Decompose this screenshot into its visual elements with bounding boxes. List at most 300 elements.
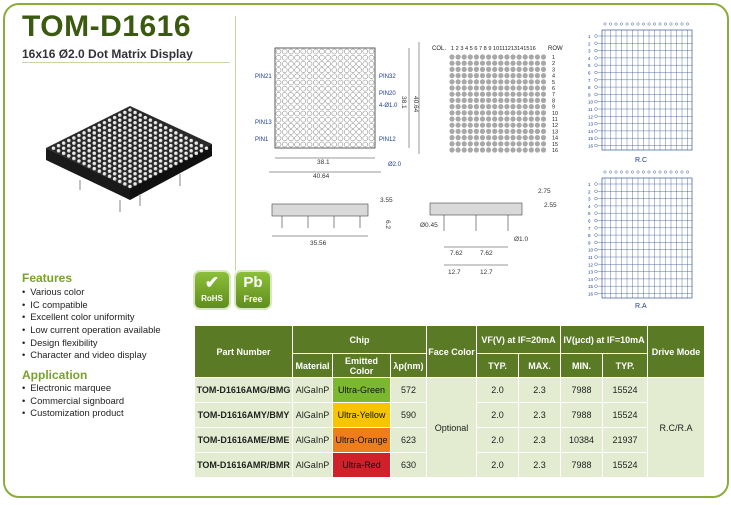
grid-dot	[523, 104, 528, 109]
schematic-col-pin	[620, 23, 622, 25]
grid-dot	[498, 92, 503, 97]
led-dot	[138, 134, 142, 138]
front-dot	[295, 55, 300, 60]
led-dot	[98, 149, 102, 153]
schematic-col-pin	[615, 171, 617, 173]
feature-item: • IC compatible	[22, 299, 161, 312]
front-dot	[326, 142, 331, 147]
grid-dot	[462, 104, 467, 109]
led-dot	[108, 118, 112, 122]
schematic-row-number: 16	[588, 143, 594, 149]
table-row	[195, 378, 705, 403]
lambda-cell: 630	[391, 453, 427, 478]
schematic-row-number: 8	[588, 233, 591, 239]
led-dot	[98, 124, 102, 128]
front-dot	[350, 86, 355, 91]
feature-item: • Excellent color uniformity	[22, 311, 161, 324]
drive-mode-cell: R.C/R.A	[648, 378, 705, 478]
front-dot	[332, 136, 337, 141]
front-dot	[313, 92, 318, 97]
grid-dot	[510, 79, 515, 84]
row-number: 1	[552, 55, 556, 61]
grid-dot	[474, 123, 479, 128]
dim-side-h2: 6.2	[384, 220, 391, 230]
feature-item: • Various color	[22, 286, 161, 299]
front-dot	[288, 74, 293, 79]
grid-dot	[523, 79, 528, 84]
led-dot	[133, 116, 137, 120]
grid-dot	[523, 123, 528, 128]
lambda-cell: 590	[391, 403, 427, 428]
led-dot	[154, 167, 158, 171]
front-dot	[357, 92, 362, 97]
front-dot	[319, 55, 324, 60]
led-dot	[144, 136, 148, 140]
material-cell: AlGaInP	[293, 403, 333, 428]
grid-dot	[504, 141, 509, 146]
face-color-cell: Optional	[427, 378, 477, 478]
material-cell: AlGaInP	[293, 453, 333, 478]
schematic-row-pin	[595, 71, 598, 74]
schematic-row-pin	[595, 285, 598, 288]
schematic-col-pin	[604, 171, 606, 173]
schematic-row-number: 2	[588, 189, 591, 195]
grid-dot	[492, 110, 497, 115]
led-dot	[159, 124, 163, 128]
led-dot	[108, 149, 112, 153]
grid-dot	[535, 92, 540, 97]
front-dot	[332, 80, 337, 85]
front-dot	[326, 123, 331, 128]
front-dot	[344, 55, 349, 60]
grid-dot	[486, 116, 491, 121]
front-dot	[326, 99, 331, 104]
numbered-dots	[449, 54, 546, 152]
grid-dot	[492, 104, 497, 109]
front-dot	[338, 142, 343, 147]
grid-dot	[498, 54, 503, 59]
schematic-row-pin	[595, 122, 598, 125]
front-dot	[282, 142, 287, 147]
front-dot	[288, 92, 293, 97]
front-dot	[319, 74, 324, 79]
front-dot	[307, 86, 312, 91]
col-numbers: 1 2 3 4 5 6 7 8 9 10111213141516	[451, 46, 536, 52]
led-dot	[195, 146, 199, 150]
front-dot	[307, 117, 312, 122]
grid-dot	[529, 98, 534, 103]
spec-table	[194, 325, 705, 478]
grid-dot	[480, 98, 485, 103]
front-dot	[276, 117, 281, 122]
grid-dot	[529, 104, 534, 109]
schematic-col-pin	[653, 23, 655, 25]
schematic-row-number: 4	[588, 203, 591, 209]
led-dot	[133, 111, 137, 115]
led-dot	[123, 111, 127, 115]
front-dot	[276, 111, 281, 116]
front-dot	[332, 49, 337, 54]
front-dot	[276, 99, 281, 104]
grid-dot	[449, 135, 454, 140]
row-number: 9	[552, 104, 556, 111]
front-dot	[276, 136, 281, 141]
grid-dot	[504, 92, 509, 97]
grid-dot	[456, 54, 461, 59]
led-dot	[93, 162, 97, 166]
grid-dot	[486, 135, 491, 140]
led-dot	[184, 141, 188, 145]
grid-dot	[504, 116, 509, 121]
front-dot	[319, 105, 324, 110]
front-dot	[326, 92, 331, 97]
grid-dot	[474, 61, 479, 66]
grid-dot	[468, 92, 473, 97]
led-dot	[169, 144, 173, 148]
grid-dot	[541, 85, 546, 90]
grid-dot	[517, 141, 522, 146]
grid-dot	[486, 79, 491, 84]
pin-view-drawing	[418, 185, 568, 280]
led-dot	[159, 169, 163, 173]
grid-dot	[504, 85, 509, 90]
led-dot	[123, 126, 127, 130]
led-dot	[169, 134, 173, 138]
front-dot	[301, 80, 306, 85]
led-dot	[174, 157, 178, 161]
front-dot	[295, 130, 300, 135]
grid-dot	[535, 67, 540, 72]
schematic-row-number: 12	[588, 114, 594, 120]
front-dot	[338, 74, 343, 79]
schematic-row-number: 8	[588, 85, 591, 91]
led-dot	[189, 139, 193, 143]
schematic-row-pin	[595, 137, 598, 140]
grid-dot	[504, 147, 509, 152]
led-dot	[144, 131, 148, 135]
led-dot	[138, 144, 142, 148]
application-item: • Customization product	[22, 407, 124, 420]
front-dot	[344, 117, 349, 122]
front-dot	[338, 99, 343, 104]
grid-dot	[498, 129, 503, 134]
front-dot	[301, 55, 306, 60]
header-face-color: Face Color	[427, 326, 477, 378]
grid-dot	[468, 147, 473, 152]
schematic-row-pin	[595, 212, 598, 215]
led-dot	[113, 116, 117, 120]
grid-dot	[486, 61, 491, 66]
led-dot	[113, 157, 117, 161]
schematic-row-number: 6	[588, 70, 591, 76]
led-dot	[82, 141, 86, 145]
row-number: 12	[552, 123, 559, 130]
application-heading: Application	[22, 368, 88, 382]
led-dot	[103, 126, 107, 130]
front-dot	[288, 68, 293, 73]
grid-dot	[517, 73, 522, 78]
grid-dot	[517, 104, 522, 109]
schematic-row-pin	[595, 108, 598, 111]
schematic-row-pin	[595, 241, 598, 244]
front-dot	[338, 61, 343, 66]
grid-dot	[529, 110, 534, 115]
led-dot	[62, 146, 66, 150]
grid-dot	[523, 129, 528, 134]
vf-typ-cell: 2.0	[477, 428, 519, 453]
front-dot	[295, 105, 300, 110]
front-dot	[357, 117, 362, 122]
front-dot	[295, 136, 300, 141]
schematic-row-number: 3	[588, 196, 591, 202]
schematic-row-pin	[595, 57, 598, 60]
led-dot	[164, 131, 168, 135]
dim-pin-diameter: Ø0.45	[420, 222, 438, 229]
vf-typ-cell: 2.0	[477, 403, 519, 428]
front-dot	[369, 142, 374, 147]
front-dot	[338, 136, 343, 141]
led-dot	[113, 126, 117, 130]
grid-dot	[504, 135, 509, 140]
grid-dot	[517, 135, 522, 140]
front-dot	[313, 74, 318, 79]
grid-dot	[529, 54, 534, 59]
grid-dot	[492, 116, 497, 121]
grid-dot	[541, 67, 546, 72]
grid-dot	[449, 129, 454, 134]
front-dot	[313, 117, 318, 122]
led-dot	[144, 172, 148, 176]
front-dot	[313, 68, 318, 73]
front-dot	[319, 136, 324, 141]
front-dot	[326, 55, 331, 60]
vf-typ-cell: 2.0	[477, 378, 519, 403]
schematic-col-pin	[670, 171, 672, 173]
front-dot	[338, 86, 343, 91]
schematic-row-number: 6	[588, 218, 591, 224]
grid-dot	[474, 92, 479, 97]
front-dot	[363, 80, 368, 85]
front-dot	[307, 130, 312, 135]
led-dot	[138, 129, 142, 133]
led-dot	[118, 180, 122, 184]
led-dot	[103, 167, 107, 171]
front-dot	[350, 55, 355, 60]
emitted-color-cell: Ultra-Yellow	[333, 403, 391, 428]
front-dot	[350, 123, 355, 128]
front-dot	[363, 92, 368, 97]
grid-dot	[541, 147, 546, 152]
emitted-color-cell: Ultra-Orange	[333, 428, 391, 453]
front-dot	[276, 123, 281, 128]
front-dot	[307, 74, 312, 79]
grid-dot	[486, 54, 491, 59]
front-dot	[276, 68, 281, 73]
title-divider	[22, 62, 230, 63]
front-dot	[295, 74, 300, 79]
grid-dot	[523, 85, 528, 90]
led-dot	[103, 121, 107, 125]
header-chip: Chip	[293, 326, 427, 354]
front-dot	[332, 130, 337, 135]
led-dot	[118, 113, 122, 117]
front-dot	[288, 136, 293, 141]
grid-dot	[535, 147, 540, 152]
grid-dot	[474, 129, 479, 134]
grid-dot	[492, 85, 497, 90]
front-dot	[295, 92, 300, 97]
led-dot	[128, 113, 132, 117]
front-dot	[295, 123, 300, 128]
front-dot	[313, 61, 318, 66]
schematic-rc-grid	[588, 23, 692, 150]
led-dot	[149, 118, 153, 122]
front-dot	[276, 55, 281, 60]
grid-dot	[510, 123, 515, 128]
dim-width-outer: 40.64	[313, 173, 330, 180]
row-number: 4	[552, 73, 556, 80]
grid-dot	[449, 147, 454, 152]
led-dot	[118, 164, 122, 168]
grid-dot	[541, 54, 546, 59]
led-dot	[144, 141, 148, 145]
front-dot	[307, 80, 312, 85]
grid-dot	[510, 85, 515, 90]
front-dot	[295, 61, 300, 66]
front-dot	[276, 61, 281, 66]
grid-dot	[510, 116, 515, 121]
led-dot	[103, 162, 107, 166]
front-dot	[357, 136, 362, 141]
led-dot	[93, 167, 97, 171]
led-dot	[113, 152, 117, 156]
led-dot	[138, 139, 142, 143]
led-dot	[133, 177, 137, 181]
schematic-row-number: 2	[588, 41, 591, 47]
led-dot	[77, 134, 81, 138]
led-dot	[179, 159, 183, 163]
led-dot	[138, 159, 142, 163]
front-dot	[276, 49, 281, 54]
led-dot	[164, 136, 168, 140]
grid-dot	[449, 104, 454, 109]
front-dot	[282, 123, 287, 128]
front-dot	[313, 86, 318, 91]
led-dot	[159, 144, 163, 148]
schematic-row-pin	[595, 78, 598, 81]
led-dot	[144, 126, 148, 130]
grid-dot	[498, 123, 503, 128]
front-dot	[288, 49, 293, 54]
grid-dot	[480, 79, 485, 84]
iv-min-cell: 7988	[561, 378, 603, 403]
led-dot	[87, 164, 91, 168]
front-dot	[276, 74, 281, 79]
front-dot	[276, 105, 281, 110]
front-dot	[332, 68, 337, 73]
grid-dot	[456, 104, 461, 109]
grid-dot	[462, 123, 467, 128]
grid-dot	[480, 85, 485, 90]
grid-dot	[498, 110, 503, 115]
front-dot	[288, 111, 293, 116]
front-dot	[338, 92, 343, 97]
front-dot	[369, 117, 374, 122]
led-dot	[128, 108, 132, 112]
grid-dot	[510, 98, 515, 103]
led-dot	[67, 154, 71, 158]
grid-dot	[504, 129, 509, 134]
schematic-col-pin	[642, 23, 644, 25]
schematic-ra	[588, 164, 698, 312]
schematic-col-pin	[659, 23, 661, 25]
led-dot	[184, 146, 188, 150]
led-dot	[123, 177, 127, 181]
led-dot	[62, 152, 66, 156]
schematic-col-pin	[686, 171, 688, 173]
led-dot	[133, 136, 137, 140]
grid-dot	[480, 73, 485, 78]
grid-dot	[535, 141, 540, 146]
grid-dot	[504, 73, 509, 78]
led-dot	[133, 157, 137, 161]
grid-dot	[535, 129, 540, 134]
led-dot	[67, 144, 71, 148]
led-dot	[138, 149, 142, 153]
front-dot	[288, 130, 293, 135]
schematic-row-pin	[595, 226, 598, 229]
dim-row-b: 12.7	[480, 269, 493, 276]
grid-dot	[529, 92, 534, 97]
front-dot	[301, 68, 306, 73]
schematic-row-number: 14	[588, 128, 594, 134]
pb-free-label: Free	[243, 294, 263, 304]
dim-side-width: 35.56	[310, 240, 327, 247]
led-dot	[169, 154, 173, 158]
grid-dot	[449, 54, 454, 59]
schematic-row-pin	[595, 270, 598, 273]
grid-dot	[474, 135, 479, 140]
grid-dot	[480, 104, 485, 109]
front-dot	[338, 111, 343, 116]
grid-dot	[474, 110, 479, 115]
grid-dot	[456, 129, 461, 134]
front-dot	[357, 105, 362, 110]
grid-dot	[535, 54, 540, 59]
grid-dot	[498, 104, 503, 109]
led-dot	[87, 134, 91, 138]
front-dot	[344, 61, 349, 66]
led-dot	[87, 139, 91, 143]
front-dot	[319, 130, 324, 135]
grid-dot	[474, 79, 479, 84]
grid-dot	[462, 135, 467, 140]
emitted-color-cell: Ultra-Red	[333, 453, 391, 478]
led-dot	[159, 149, 163, 153]
schematic-row-number: 15	[588, 136, 594, 142]
led-dot	[128, 124, 132, 128]
led-dot	[118, 154, 122, 158]
grid-dot	[462, 67, 467, 72]
led-dot	[113, 121, 117, 125]
front-dot	[350, 61, 355, 66]
led-dot	[128, 169, 132, 173]
led-dot	[149, 144, 153, 148]
front-dot	[295, 111, 300, 116]
led-dot	[82, 146, 86, 150]
grid-dot	[480, 147, 485, 152]
led-dot	[144, 167, 148, 171]
